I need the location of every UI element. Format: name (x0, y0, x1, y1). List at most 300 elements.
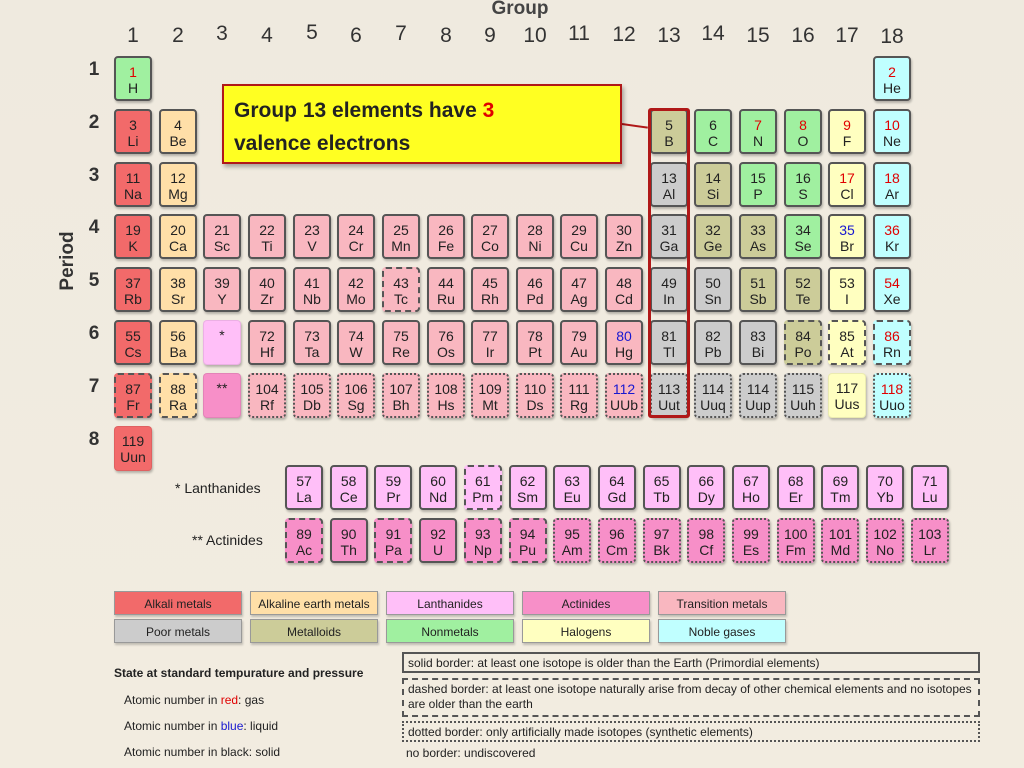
atomic-number: 67 (743, 473, 759, 489)
group-number: 18 (880, 25, 904, 48)
element-cell-md[interactable] (821, 518, 859, 563)
period-number: 1 (88, 59, 100, 80)
element-cell-cu[interactable] (560, 214, 598, 259)
group-number: 17 (835, 24, 859, 47)
element-symbol: Ne (883, 133, 901, 149)
element-symbol: Uuh (790, 397, 816, 413)
atomic-number: 93 (475, 526, 491, 542)
element-cell-nd[interactable] (419, 465, 457, 510)
atomic-number: 98 (698, 526, 715, 542)
element-cell-fe[interactable] (427, 214, 465, 259)
element-cell-c[interactable] (694, 109, 732, 154)
element-cell-s[interactable] (784, 162, 822, 207)
element-symbol: Tm (830, 489, 851, 505)
period-number: 3 (88, 165, 100, 186)
element-cell-ge[interactable] (694, 214, 732, 259)
element-cell-cl[interactable] (828, 162, 866, 207)
element-cell-eu[interactable] (553, 465, 591, 510)
element-symbol: Pt (528, 344, 542, 360)
atomic-number: 73 (304, 328, 320, 344)
element-cell-zn[interactable] (605, 214, 643, 259)
element-cell-pt[interactable] (516, 320, 554, 365)
element-cell-ru[interactable] (427, 267, 465, 312)
atomic-number: 49 (661, 275, 677, 291)
element-symbol: Ac (295, 542, 313, 558)
group-number: 11 (568, 22, 590, 45)
atomic-number: 27 (482, 222, 498, 238)
atomic-number: 110 (523, 381, 547, 397)
element-cell-nb[interactable] (293, 267, 331, 312)
element-symbol: S (798, 186, 808, 202)
border-solid-desc: solid border: at least one isotope is older than the Earth (Primordial elements) (402, 652, 980, 673)
element-symbol: Cs (124, 344, 142, 360)
element-symbol: Cu (570, 238, 588, 254)
atomic-number: 13 (661, 170, 677, 186)
element-cell-ca[interactable] (159, 214, 197, 259)
element-cell-te[interactable] (784, 267, 822, 312)
atomic-number: 5 (665, 117, 673, 133)
element-cell-uub[interactable] (605, 373, 643, 418)
atomic-number: 62 (519, 473, 536, 489)
element-symbol: Tb (653, 489, 670, 505)
atomic-number: 31 (661, 222, 677, 238)
element-symbol: Cf (699, 542, 714, 558)
element-symbol: Au (570, 344, 588, 360)
group-number: 2 (172, 24, 184, 47)
atomic-number: 51 (750, 275, 766, 291)
group-number: 1 (127, 24, 139, 47)
element-cell-er[interactable] (777, 465, 815, 510)
element-cell-pm[interactable] (464, 465, 502, 510)
element-cell-i[interactable] (828, 267, 866, 312)
element-cell-pa[interactable] (374, 518, 412, 563)
element-symbol: Lr (923, 542, 937, 558)
atomic-number: 103 (918, 526, 942, 542)
element-cell-fr[interactable] (114, 373, 152, 418)
atomic-number: 114 (746, 381, 770, 397)
element-cell-zr[interactable] (248, 267, 286, 312)
element-cell-o[interactable] (784, 109, 822, 154)
atomic-number: 74 (348, 328, 364, 344)
element-cell-th[interactable] (330, 518, 368, 563)
element-symbol: Cm (606, 542, 628, 558)
element-symbol: Rh (481, 291, 499, 307)
element-cell-tm[interactable] (821, 465, 859, 510)
group-number: 16 (791, 24, 815, 47)
element-symbol: Ce (339, 489, 358, 505)
callout-text-after: valence electrons (234, 132, 411, 155)
atomic-number: 79 (571, 328, 587, 344)
atomic-number: 117 (835, 380, 859, 396)
element-cell-fm[interactable] (777, 518, 815, 563)
element-cell-re[interactable] (382, 320, 420, 365)
atomic-number: 22 (259, 222, 275, 238)
element-symbol: Rf (260, 397, 274, 413)
element-cell-rh[interactable] (471, 267, 509, 312)
group-13-highlight (648, 108, 690, 418)
atomic-number: 44 (438, 275, 454, 291)
element-cell-uup[interactable] (739, 373, 777, 418)
element-cell-be[interactable] (159, 109, 197, 154)
element-symbol: In (663, 291, 675, 307)
group-number: 9 (484, 24, 496, 47)
atomic-number: 91 (385, 526, 402, 542)
element-symbol: Cr (348, 238, 364, 254)
element-cell-dy[interactable] (687, 465, 725, 510)
element-cell-pb[interactable] (694, 320, 732, 365)
element-cell-ag[interactable] (560, 267, 598, 312)
element-cell-ra[interactable] (159, 373, 197, 418)
element-symbol: Rb (124, 291, 142, 307)
atomic-number: 32 (705, 222, 721, 238)
element-symbol: N (752, 133, 764, 149)
element-cell-hs[interactable] (427, 373, 465, 418)
element-cell-la[interactable] (285, 465, 323, 510)
element-symbol: W (349, 344, 363, 360)
element-symbol: Es (742, 542, 760, 558)
period-label: Period (57, 231, 78, 291)
state-liquid-prefix: Atomic number in (124, 719, 221, 733)
element-cell-series-placeholder[interactable] (203, 373, 241, 418)
element-cell-uuq[interactable] (694, 373, 732, 418)
element-symbol: Uun (120, 449, 146, 465)
element-symbol: Si (706, 186, 720, 202)
element-symbol: Ta (304, 344, 320, 360)
element-cell-uuh[interactable] (784, 373, 822, 418)
element-cell-po[interactable] (784, 320, 822, 365)
atomic-number: 18 (884, 170, 900, 186)
element-cell-ar[interactable] (873, 162, 911, 207)
element-symbol: No (876, 542, 895, 558)
element-cell-hf[interactable] (248, 320, 286, 365)
element-cell-bk[interactable] (643, 518, 681, 563)
element-symbol: F (842, 133, 852, 149)
state-liquid (124, 719, 278, 733)
atomic-number: 111 (568, 381, 590, 397)
element-symbol: La (296, 489, 312, 505)
atomic-number: 64 (609, 473, 625, 489)
element-cell-ti[interactable] (248, 214, 286, 259)
atomic-number: 72 (259, 328, 275, 344)
element-cell-ne[interactable] (873, 109, 911, 154)
element-cell-sn[interactable] (694, 267, 732, 312)
atomic-number: 28 (527, 222, 543, 238)
element-cell-db[interactable] (293, 373, 331, 418)
atomic-number: 71 (922, 473, 938, 489)
element-cell-bi[interactable] (739, 320, 777, 365)
element-symbol: U (433, 542, 444, 558)
element-cell-au[interactable] (560, 320, 598, 365)
group-number: 13 (657, 24, 681, 47)
element-symbol: Ir (485, 344, 495, 360)
border-dotted-desc: dotted border: only artificially made isotopes (synthetic elements) (402, 721, 980, 742)
element-cell-xe[interactable] (873, 267, 911, 312)
element-symbol: Md (830, 542, 851, 558)
element-symbol: At (840, 344, 854, 360)
element-symbol: Mg (168, 186, 188, 202)
legend-item-metalloid: Metalloids (250, 619, 378, 643)
callout-connector (622, 123, 648, 129)
atomic-number: 86 (884, 328, 900, 344)
atomic-number: 66 (698, 473, 715, 489)
atomic-number: 12 (170, 170, 186, 186)
element-symbol: Pd (526, 291, 544, 307)
element-symbol: Uuq (700, 397, 726, 413)
element-cell-si[interactable] (694, 162, 732, 207)
element-symbol: Np (473, 542, 492, 558)
element-cell-y[interactable] (203, 267, 241, 312)
atomic-number: 65 (653, 473, 670, 489)
atomic-number: 90 (340, 526, 357, 542)
group-number: 7 (395, 22, 407, 45)
element-cell-os[interactable] (427, 320, 465, 365)
element-cell-cs[interactable] (114, 320, 152, 365)
element-cell-as[interactable] (739, 214, 777, 259)
element-cell-uuo[interactable] (873, 373, 911, 418)
element-cell-uus[interactable] (828, 373, 866, 418)
element-cell-k[interactable] (114, 214, 152, 259)
element-symbol: Ds (526, 397, 544, 413)
element-cell-ac[interactable] (285, 518, 323, 563)
element-symbol: Nb (303, 291, 321, 307)
element-cell-hg[interactable] (605, 320, 643, 365)
element-symbol: Re (392, 344, 410, 360)
element-cell-bh[interactable] (382, 373, 420, 418)
element-cell-p[interactable] (739, 162, 777, 207)
atomic-number: 107 (389, 381, 413, 397)
element-cell-rb[interactable] (114, 267, 152, 312)
atomic-number: 87 (125, 381, 141, 397)
atomic-number: 104 (255, 381, 279, 397)
element-cell-pd[interactable] (516, 267, 554, 312)
element-cell-series-placeholder[interactable] (203, 320, 241, 365)
element-cell-h[interactable] (114, 56, 152, 101)
callout-box (222, 84, 622, 164)
element-symbol: Cd (615, 291, 633, 307)
element-symbol: Ba (169, 344, 187, 360)
state-gas-suffix: : gas (238, 693, 265, 707)
element-symbol: Na (124, 186, 142, 202)
atomic-number: 15 (750, 170, 766, 186)
element-cell-no[interactable] (866, 518, 904, 563)
element-symbol: Ga (659, 238, 679, 254)
element-cell-mt[interactable] (471, 373, 509, 418)
atomic-number: 68 (787, 473, 804, 489)
element-cell-cm[interactable] (598, 518, 636, 563)
atomic-number: 84 (795, 328, 811, 344)
group-number: 3 (216, 22, 228, 45)
element-symbol: Li (127, 133, 139, 149)
atomic-number: 56 (170, 328, 186, 344)
element-cell-co[interactable] (471, 214, 509, 259)
element-cell-sb[interactable] (739, 267, 777, 312)
element-cell-lr[interactable] (911, 518, 949, 563)
atomic-number: 23 (304, 222, 320, 238)
element-cell-uun[interactable] (114, 426, 152, 471)
element-cell-ba[interactable] (159, 320, 197, 365)
element-cell-rn[interactable] (873, 320, 911, 365)
element-symbol: Am (561, 542, 583, 558)
element-symbol: Mn (391, 238, 411, 254)
element-cell-he[interactable] (873, 56, 911, 101)
element-cell-es[interactable] (732, 518, 770, 563)
atomic-number: 42 (348, 275, 364, 291)
element-cell-sg[interactable] (337, 373, 375, 418)
element-cell-na[interactable] (114, 162, 152, 207)
element-symbol: Hs (437, 397, 455, 413)
element-cell-rf[interactable] (248, 373, 286, 418)
atomic-number: * (219, 327, 225, 343)
legend-item-trans: Transition metals (658, 591, 786, 615)
element-cell-li[interactable] (114, 109, 152, 154)
element-symbol: UUb (609, 397, 638, 413)
element-cell-mn[interactable] (382, 214, 420, 259)
element-symbol: Gd (607, 489, 627, 505)
element-cell-tb[interactable] (643, 465, 681, 510)
element-cell-pu[interactable] (509, 518, 547, 563)
atomic-number: 85 (839, 328, 855, 344)
atomic-number: 16 (795, 170, 811, 186)
element-symbol: Tc (394, 291, 408, 307)
element-cell-ni[interactable] (516, 214, 554, 259)
element-cell-rg[interactable] (560, 373, 598, 418)
atomic-number: 77 (482, 328, 498, 344)
element-symbol: H (127, 80, 139, 96)
element-symbol: Db (303, 397, 321, 413)
element-cell-v[interactable] (293, 214, 331, 259)
element-cell-cr[interactable] (337, 214, 375, 259)
callout-text-before: Group 13 elements have (234, 99, 483, 122)
element-symbol: Hf (260, 344, 274, 360)
element-cell-ho[interactable] (732, 465, 770, 510)
legend-item-noble: Noble gases (658, 619, 786, 643)
element-symbol: Th (340, 542, 357, 558)
group-number: 12 (612, 23, 636, 46)
element-cell-w[interactable] (337, 320, 375, 365)
element-cell-br[interactable] (828, 214, 866, 259)
atomic-number: 102 (873, 526, 897, 542)
atomic-number: 21 (214, 222, 230, 238)
element-cell-sm[interactable] (509, 465, 547, 510)
element-symbol: Pr (386, 489, 401, 505)
atomic-number: 30 (616, 222, 632, 238)
element-cell-sc[interactable] (203, 214, 241, 259)
element-cell-ce[interactable] (330, 465, 368, 510)
state-gas (124, 693, 264, 707)
atomic-number: 2 (888, 64, 896, 80)
element-symbol: Uuo (879, 397, 905, 413)
atomic-number: 106 (344, 381, 368, 397)
element-cell-f[interactable] (828, 109, 866, 154)
element-symbol: Ar (885, 186, 899, 202)
element-symbol: Eu (563, 489, 581, 505)
element-cell-ta[interactable] (293, 320, 331, 365)
atomic-number: 52 (795, 275, 811, 291)
element-symbol: Sm (517, 489, 538, 505)
atomic-number: 119 (121, 433, 145, 449)
atomic-number: 20 (170, 222, 186, 238)
element-symbol: Mt (482, 397, 498, 413)
element-symbol: Se (794, 238, 812, 254)
period-number: 4 (88, 217, 100, 238)
atomic-number: 80 (616, 328, 632, 344)
element-symbol: Lu (922, 489, 938, 505)
state-liquid-suffix: : liquid (243, 719, 279, 733)
atomic-number: 114 (701, 381, 725, 397)
atomic-number: 41 (304, 275, 320, 291)
atomic-number: 82 (705, 328, 721, 344)
element-cell-se[interactable] (784, 214, 822, 259)
element-cell-np[interactable] (464, 518, 502, 563)
element-cell-at[interactable] (828, 320, 866, 365)
element-symbol: Pm (472, 489, 494, 505)
element-symbol: Fe (437, 238, 455, 254)
atomic-number: 58 (340, 473, 357, 489)
atomic-number: 4 (174, 117, 182, 133)
group-number: 6 (350, 24, 362, 47)
element-cell-cd[interactable] (605, 267, 643, 312)
atomic-number: 108 (434, 381, 458, 397)
state-solid: Atomic number in black: solid (124, 745, 281, 759)
atomic-number: 14 (705, 170, 721, 186)
atomic-number: 89 (296, 526, 312, 542)
element-cell-gd[interactable] (598, 465, 636, 510)
element-cell-am[interactable] (553, 518, 591, 563)
element-cell-sr[interactable] (159, 267, 197, 312)
atomic-number: 69 (832, 473, 849, 489)
element-cell-yb[interactable] (866, 465, 904, 510)
atomic-number: 96 (609, 526, 625, 542)
element-symbol: Co (481, 238, 499, 254)
element-cell-cf[interactable] (687, 518, 725, 563)
element-symbol: Po (794, 344, 812, 360)
state-gas-word: red (220, 693, 239, 707)
element-symbol: Os (437, 344, 455, 360)
atomic-number: 94 (519, 526, 536, 542)
period-number: 7 (88, 376, 100, 397)
element-symbol: K (128, 238, 138, 254)
atomic-number: 105 (300, 381, 324, 397)
element-cell-pr[interactable] (374, 465, 412, 510)
element-cell-tc[interactable] (382, 267, 420, 312)
element-symbol: Dy (697, 489, 715, 505)
atomic-number: 115 (791, 381, 815, 397)
atomic-number: 36 (884, 222, 900, 238)
element-cell-mo[interactable] (337, 267, 375, 312)
group-number: 5 (306, 21, 318, 44)
atomic-number: 34 (795, 222, 811, 238)
element-symbol: P (753, 186, 763, 202)
element-symbol: Sb (749, 291, 767, 307)
element-cell-u[interactable] (419, 518, 457, 563)
element-cell-ds[interactable] (516, 373, 554, 418)
state-liquid-word: blue (220, 719, 244, 733)
element-cell-ir[interactable] (471, 320, 509, 365)
atomic-number: 45 (482, 275, 498, 291)
element-symbol: Ag (570, 291, 588, 307)
element-cell-kr[interactable] (873, 214, 911, 259)
group-number: 14 (701, 22, 725, 45)
border-none-desc: no border: undiscovered (406, 746, 536, 760)
element-cell-mg[interactable] (159, 162, 197, 207)
atomic-number: 75 (393, 328, 409, 344)
atomic-number: 118 (880, 381, 904, 397)
element-cell-lu[interactable] (911, 465, 949, 510)
element-cell-n[interactable] (739, 109, 777, 154)
state-title: State at standard tempurature and pressure (114, 666, 364, 680)
atomic-number: 17 (839, 170, 855, 186)
element-symbol: Tl (663, 344, 675, 360)
